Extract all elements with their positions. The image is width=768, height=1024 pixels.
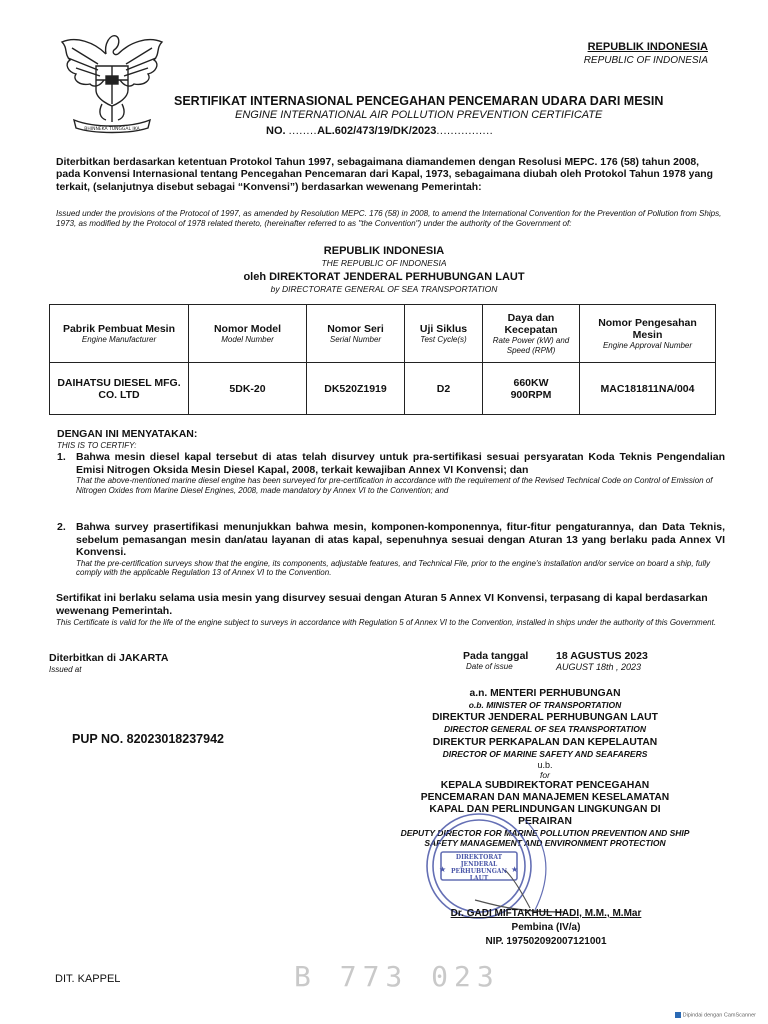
subdirectorate-en: DEPUTY DIRECTOR FOR MARINE POLLUTION PREVENTION AND SHIP SAFETY MANAGEMENT AND ENVIRONMENT PROTECTION <box>400 828 690 848</box>
signer-name: Dr. GADI MIFTAKHUL HADI, M.M., M.Mar <box>450 908 642 919</box>
item-number: 2. <box>57 521 66 533</box>
issue-date-en: AUGUST 18th , 2023 <box>556 662 642 672</box>
table-row <box>50 363 716 415</box>
svg-text:★: ★ <box>439 865 447 874</box>
certify-heading-en: THIS IS TO CERTIFY: <box>57 441 137 450</box>
authority-country-en: THE REPUBLIC OF INDONESIA <box>321 258 447 268</box>
certify-heading-id: DENGAN INI MENYATAKAN: <box>57 428 198 440</box>
issued-place-en: Issued at <box>49 665 82 674</box>
cell-approval: MAC181811NA/004 <box>580 363 716 415</box>
certify-item-2 <box>57 521 725 578</box>
item-text-en: That the pre-certification surveys show that the engine, its components, adjustable features, and Technical File, prior to the engine's installation and/or service on board a ship, fully comply with the applicable Regulation 13 of Annex VI to the Convention. <box>76 558 711 578</box>
authority-directorate-en: by DIRECTORATE GENERAL OF SEA TRANSPORTATION <box>270 284 498 294</box>
header-serial: Nomor Seri Serial Number <box>307 305 405 363</box>
header-approval: Nomor Pengesahan Mesin Engine Approval Number <box>580 305 716 363</box>
authority-country-id: REPUBLIK INDONESIA <box>323 245 445 257</box>
dirgen-id: DIREKTUR JENDERAL PERHUBUNGAN LAUT <box>432 712 658 723</box>
cell-power: 660KW <box>513 376 549 389</box>
serial-stamp: B 773 023 <box>294 960 500 993</box>
intro-text-id: Diterbitkan berdasarkan ketentuan Protokol Tahun 1997, sebagaimana diamandemen dengan Resolusi MEPC. 176 (58) tahun 2008, pada Konvensi Internasional tentang Pencegahan Pencemaran dari Kapal, 1973, sebagaimana diubah oleh Protokol Tahun 1978 yang terkait, (selanjutnya disebut sebagai “Konvensi”) berdasarkan wewenang Pemerintah: <box>56 157 713 193</box>
cell-cycle: D2 <box>405 363 483 415</box>
signature-minister <box>400 688 690 710</box>
signature-director <box>400 737 690 759</box>
stamp-text: DIREKTORAT JENDERAL PERHUBUNGAN LAUT <box>450 854 508 882</box>
country-title-id: REPUBLIK INDONESIA <box>587 41 708 53</box>
header-cycle: Uji Siklus Test Cycle(s) <box>405 305 483 363</box>
country-title-en: REPUBLIC OF INDONESIA <box>583 55 708 66</box>
certificate-number-label: NO. <box>266 125 286 137</box>
date-label-id: Pada tanggal <box>463 650 529 662</box>
minister-en: o.b. MINISTER OF TRANSPORTATION <box>468 700 622 710</box>
scanner-text: Dipindai dengan CamScanner <box>682 1012 756 1019</box>
intro-text-en: Issued under the provisions of the Protocol of 1997, as amended by Resolution MEPC. 176 (58) in 2008, to amend the International Convention for the Prevention of Pollution from Ships, 1973, as modified by the Protocol of 1978 related thereto, (hereinafter referred to as "the Convention") under the authority of the Government of: <box>56 209 722 228</box>
issue-date-id: 18 AGUSTUS 2023 <box>556 650 648 662</box>
authority-directorate-id: oleh DIREKTORAT JENDERAL PERHUBUNGAN LAUT <box>243 271 525 283</box>
subdirectorate-id: KEPALA SUBDIREKTORAT PENCEGAHAN PENCEMARAN DAN MANAJEMEN KESELAMATAN KAPAL DAN PERLINDUNGAN LINGKUNGAN DI PERAIRAN <box>420 780 670 827</box>
signature-ub <box>400 760 690 780</box>
garuda-emblem-icon <box>54 24 170 136</box>
cell-power-speed <box>483 363 580 415</box>
dirgen-en: DIRECTOR GENERAL OF SEA TRANSPORTATION <box>444 724 646 734</box>
engine-table-header <box>50 305 716 363</box>
department-code: DIT. KAPPEL <box>55 973 121 985</box>
emblem-motto: BHINNEKA TUNGGAL IKA <box>84 127 140 132</box>
minister-id: a.n. MENTERI PERHUBUNGAN <box>469 688 621 699</box>
item-text-id: Bahwa mesin diesel kapal tersebut di atas telah disurvey untuk pra-sertifikasi sesuai persyaratan Koda Teknis Pengendalian Emisi Nitrogen Oksida Mesin Diesel Kapal, 2008, terkait kewajiban Annex VI Konvensi; dan <box>76 451 725 476</box>
director-en: DIRECTOR OF MARINE SAFETY AND SEAFARERS <box>442 749 648 759</box>
signer-nip: NIP. 197502092007121001 <box>485 936 607 947</box>
item-number: 1. <box>57 451 66 463</box>
item-text-id: Bahwa survey prasertifikasi menunjukkan bahwa mesin, komponen-komponennya, fitur-fitur pengaturannya, dan Data Teknis, sebelum pemasangan mesin dan/atau layanan di atas kapal, sepenuhnya sesuai dengan Aturan 13 yang berlaku pada Annex VI Konvensi. <box>76 521 725 558</box>
certificate-title-id: SERTIFIKAT INTERNASIONAL PENCEGAHAN PENCEMARAN UDARA DARI MESIN <box>174 94 664 108</box>
for-label: for <box>540 770 550 780</box>
pup-number: PUP NO. 82023018237942 <box>72 732 224 746</box>
date-label-en: Date of issue <box>466 662 513 671</box>
certificate-title-en: ENGINE INTERNATIONAL AIR POLLUTION PREVENTION CERTIFICATE <box>235 109 603 121</box>
item-text-en: That the above-mentioned marine diesel engine has been surveyed for pre-certification in accordance with the requirement of the Revised Technical Code on Control of Emission of Nitrogen Oxides from Marine Diesel Engines, 2008, made mandatory by Annex VI to the Convention; and <box>76 476 713 495</box>
scanner-watermark <box>675 1012 756 1018</box>
engine-table <box>49 304 716 415</box>
certificate-number-line: NO. ........AL.602/473/19/DK/2023................ <box>266 125 494 137</box>
director-id: DIREKTUR PERKAPALAN DAN KEPELAUTAN <box>432 737 658 748</box>
ub-label: u.b. <box>537 760 553 770</box>
cell-speed: 900RPM <box>510 388 552 401</box>
signature-dirgen <box>400 712 690 734</box>
cell-manufacturer: DAIHATSU DIESEL MFG. CO. LTD <box>50 363 189 415</box>
header-manufacturer: Pabrik Pembuat Mesin Engine Manufacturer <box>50 305 189 363</box>
cell-model: 5DK-20 <box>189 363 307 415</box>
validity-text-id: Sertifikat ini berlaku selama usia mesin yang disurvey sesuai dengan Aturan 5 Annex VI Konvensi, terpasang di kapal berdasarkan wewenang Pemerintah. <box>56 592 708 617</box>
certificate-number-value: AL.602/473/19/DK/2023 <box>317 125 437 137</box>
issued-place-id: Diterbitkan di JAKARTA <box>49 652 169 664</box>
header-power: Daya dan Kecepatan Rate Power (kW) and Speed (RPM) <box>483 305 580 363</box>
signer-rank: Pembina (IV/a) <box>511 922 581 933</box>
validity-text-en: This Certificate is valid for the life of the engine subject to surveys in accordance with Regulation 5 of Annex VI to the Convention, installed in ships under the authority of this Government. <box>56 618 717 627</box>
certify-item-1 <box>57 451 725 495</box>
svg-text:★: ★ <box>511 865 519 874</box>
cell-serial: DK520Z1919 <box>307 363 405 415</box>
header-model: Nomor Model Model Number <box>189 305 307 363</box>
scanner-icon <box>675 1012 681 1018</box>
